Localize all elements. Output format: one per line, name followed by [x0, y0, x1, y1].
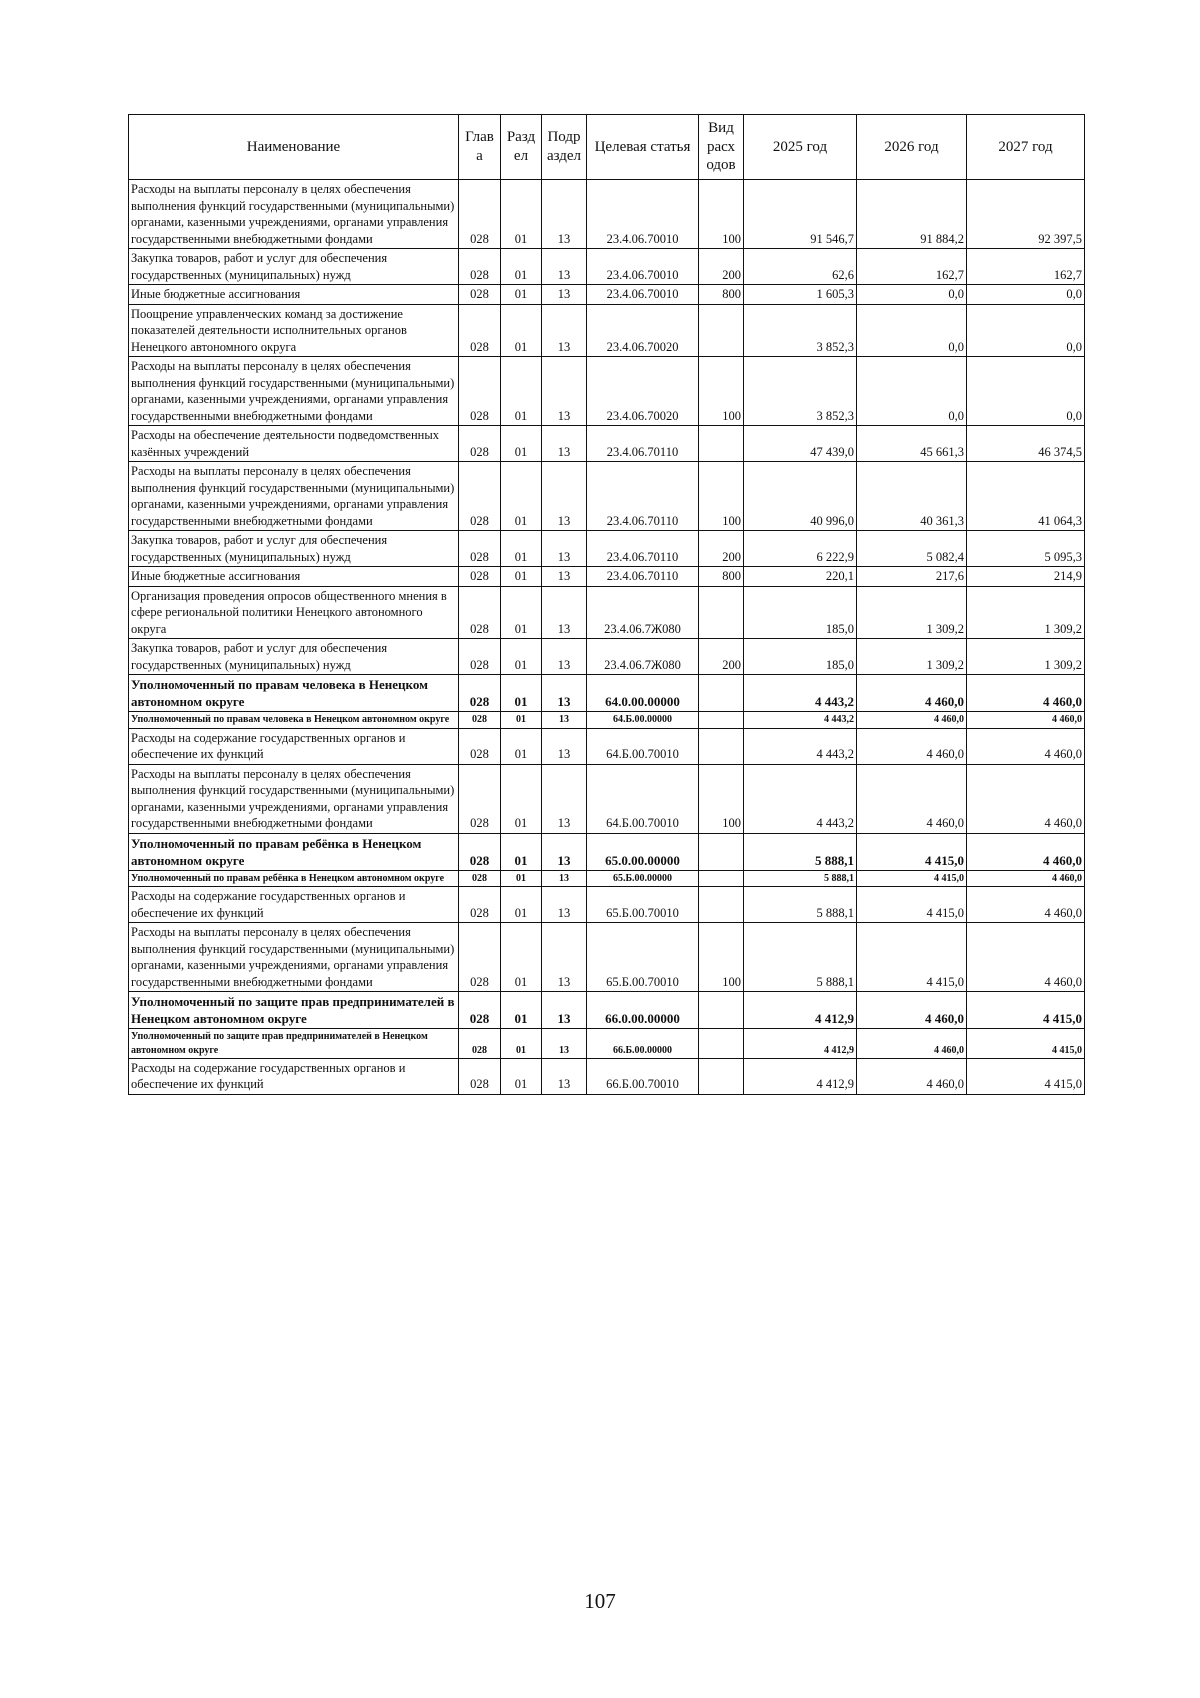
cell-statya: 23.4.06.70110	[587, 531, 699, 567]
table-row	[129, 180, 1085, 249]
cell-glava: 028	[459, 1058, 501, 1094]
cell-2026: 1 309,2	[857, 639, 967, 675]
cell-statya: 65.Б.00.70010	[587, 923, 699, 992]
cell-2026: 4 460,0	[857, 728, 967, 764]
cell-name: Уполномоченный по правам ребёнка в Ненецком автономном округе	[129, 870, 459, 886]
cell-podrazdel: 13	[542, 833, 587, 870]
cell-statya: 66.0.00.00000	[587, 992, 699, 1029]
cell-vid: 100	[699, 923, 744, 992]
cell-2026: 0,0	[857, 304, 967, 357]
cell-vid	[699, 992, 744, 1029]
cell-statya: 23.4.06.70010	[587, 285, 699, 305]
cell-2026: 1 309,2	[857, 586, 967, 639]
cell-2027: 214,9	[967, 567, 1085, 587]
cell-2025: 185,0	[744, 639, 857, 675]
cell-vid: 100	[699, 764, 744, 833]
cell-statya: 23.4.06.70020	[587, 304, 699, 357]
cell-name: Закупка товаров, работ и услуг для обеспечения государственных (муниципальных) нужд	[129, 531, 459, 567]
cell-name: Уполномоченный по защите прав предпринимателей в Ненецком автономном округе	[129, 992, 459, 1029]
cell-glava: 028	[459, 249, 501, 285]
cell-statya: 65.Б.00.70010	[587, 887, 699, 923]
cell-statya: 23.4.06.70110	[587, 426, 699, 462]
cell-glava: 028	[459, 426, 501, 462]
cell-2026: 0,0	[857, 357, 967, 426]
cell-2027: 4 460,0	[967, 712, 1085, 728]
cell-razdel: 01	[501, 870, 542, 886]
cell-2025: 4 412,9	[744, 1029, 857, 1058]
table-row	[129, 1058, 1085, 1094]
cell-podrazdel: 13	[542, 357, 587, 426]
cell-2026: 0,0	[857, 285, 967, 305]
cell-2025: 4 443,2	[744, 764, 857, 833]
cell-vid: 200	[699, 249, 744, 285]
cell-name: Закупка товаров, работ и услуг для обеспечения государственных (муниципальных) нужд	[129, 249, 459, 285]
cell-glava: 028	[459, 887, 501, 923]
table-row	[129, 923, 1085, 992]
table-body	[129, 180, 1085, 1095]
cell-name: Организация проведения опросов общественного мнения в сфере региональной политики Ненецкого автономного округа	[129, 586, 459, 639]
cell-razdel: 01	[501, 764, 542, 833]
cell-2025: 4 443,2	[744, 728, 857, 764]
cell-name: Иные бюджетные ассигнования	[129, 285, 459, 305]
cell-glava: 028	[459, 304, 501, 357]
cell-vid	[699, 1058, 744, 1094]
cell-statya: 66.Б.00.70010	[587, 1058, 699, 1094]
cell-2025: 47 439,0	[744, 426, 857, 462]
header-podrazdel: Подр аздел	[542, 115, 587, 180]
cell-2027: 92 397,5	[967, 180, 1085, 249]
cell-2026: 217,6	[857, 567, 967, 587]
table-row	[129, 887, 1085, 923]
cell-razdel: 01	[501, 639, 542, 675]
cell-statya: 23.4.06.7Ж080	[587, 586, 699, 639]
cell-2026: 5 082,4	[857, 531, 967, 567]
cell-name: Иные бюджетные ассигнования	[129, 567, 459, 587]
cell-glava: 028	[459, 923, 501, 992]
cell-glava: 028	[459, 1029, 501, 1058]
cell-podrazdel: 13	[542, 1029, 587, 1058]
cell-2025: 5 888,1	[744, 887, 857, 923]
cell-2026: 162,7	[857, 249, 967, 285]
cell-2026: 4 415,0	[857, 833, 967, 870]
cell-name: Расходы на выплаты персоналу в целях обеспечения выполнения функций государственными (муниципальными) органами, казенными учреждениями, органами управления государственными внебюджетными фондами	[129, 357, 459, 426]
cell-2027: 46 374,5	[967, 426, 1085, 462]
cell-vid: 800	[699, 285, 744, 305]
table-row	[129, 462, 1085, 531]
table-row	[129, 586, 1085, 639]
table-row	[129, 675, 1085, 712]
cell-2025: 3 852,3	[744, 304, 857, 357]
cell-2026: 4 460,0	[857, 712, 967, 728]
cell-name: Уполномоченный по правам ребёнка в Ненецком автономном округе	[129, 833, 459, 870]
cell-statya: 65.Б.00.00000	[587, 870, 699, 886]
cell-name: Уполномоченный по защите прав предпринимателей в Ненецком автономном округе	[129, 1029, 459, 1058]
cell-name: Расходы на выплаты персоналу в целях обеспечения выполнения функций государственными (муниципальными) органами, казенными учреждениями, органами управления государственными внебюджетными фондами	[129, 462, 459, 531]
cell-name: Поощрение управленческих команд за достижение показателей деятельности исполнительных органов Ненецкого автономного округа	[129, 304, 459, 357]
cell-2025: 5 888,1	[744, 870, 857, 886]
cell-vid: 100	[699, 357, 744, 426]
cell-statya: 23.4.06.70110	[587, 567, 699, 587]
table-row	[129, 249, 1085, 285]
cell-statya: 65.0.00.00000	[587, 833, 699, 870]
cell-vid: 100	[699, 462, 744, 531]
cell-statya: 64.Б.00.70010	[587, 728, 699, 764]
cell-2026: 4 460,0	[857, 764, 967, 833]
cell-vid: 200	[699, 531, 744, 567]
cell-2027: 1 309,2	[967, 639, 1085, 675]
table-row	[129, 728, 1085, 764]
cell-vid	[699, 870, 744, 886]
cell-statya: 23.4.06.70020	[587, 357, 699, 426]
cell-name: Расходы на содержание государственных органов и обеспечение их функций	[129, 1058, 459, 1094]
cell-glava: 028	[459, 639, 501, 675]
cell-vid: 200	[699, 639, 744, 675]
cell-vid	[699, 712, 744, 728]
cell-glava: 028	[459, 764, 501, 833]
cell-name: Расходы на содержание государственных органов и обеспечение их функций	[129, 728, 459, 764]
cell-razdel: 01	[501, 887, 542, 923]
cell-name: Расходы на выплаты персоналу в целях обеспечения выполнения функций государственными (муниципальными) органами, казенными учреждениями, органами управления государственными внебюджетными фондами	[129, 180, 459, 249]
cell-podrazdel: 13	[542, 531, 587, 567]
cell-name: Расходы на обеспечение деятельности подведомственных казённых учреждений	[129, 426, 459, 462]
cell-glava: 028	[459, 357, 501, 426]
cell-2026: 4 415,0	[857, 923, 967, 992]
cell-razdel: 01	[501, 992, 542, 1029]
cell-2025: 40 996,0	[744, 462, 857, 531]
cell-2027: 0,0	[967, 357, 1085, 426]
cell-vid: 100	[699, 180, 744, 249]
cell-statya: 64.Б.00.00000	[587, 712, 699, 728]
cell-2025: 5 888,1	[744, 833, 857, 870]
cell-vid	[699, 728, 744, 764]
cell-2025: 185,0	[744, 586, 857, 639]
cell-razdel: 01	[501, 304, 542, 357]
cell-2025: 1 605,3	[744, 285, 857, 305]
cell-2025: 3 852,3	[744, 357, 857, 426]
cell-podrazdel: 13	[542, 764, 587, 833]
cell-podrazdel: 13	[542, 180, 587, 249]
table-row	[129, 426, 1085, 462]
header-razdel: Разд ел	[501, 115, 542, 180]
table-row	[129, 764, 1085, 833]
cell-2025: 4 412,9	[744, 992, 857, 1029]
cell-2025: 91 546,7	[744, 180, 857, 249]
cell-podrazdel: 13	[542, 870, 587, 886]
cell-vid	[699, 675, 744, 712]
cell-name: Расходы на выплаты персоналу в целях обеспечения выполнения функций государственными (муниципальными) органами, казенными учреждениями, органами управления государственными внебюджетными фондами	[129, 764, 459, 833]
header-name: Наименование	[129, 115, 459, 180]
cell-razdel: 01	[501, 586, 542, 639]
cell-glava: 028	[459, 992, 501, 1029]
cell-2027: 4 415,0	[967, 1029, 1085, 1058]
cell-vid: 800	[699, 567, 744, 587]
cell-2025: 4 412,9	[744, 1058, 857, 1094]
header-row	[129, 115, 1085, 180]
table-row	[129, 833, 1085, 870]
cell-vid	[699, 586, 744, 639]
cell-glava: 028	[459, 712, 501, 728]
cell-2026: 4 460,0	[857, 1058, 967, 1094]
cell-2027: 4 460,0	[967, 675, 1085, 712]
cell-podrazdel: 13	[542, 249, 587, 285]
cell-2025: 4 443,2	[744, 675, 857, 712]
cell-razdel: 01	[501, 712, 542, 728]
cell-2027: 4 460,0	[967, 728, 1085, 764]
cell-glava: 028	[459, 285, 501, 305]
budget-table	[128, 114, 1085, 1095]
cell-razdel: 01	[501, 531, 542, 567]
cell-2025: 6 222,9	[744, 531, 857, 567]
cell-2025: 62,6	[744, 249, 857, 285]
cell-statya: 64.0.00.00000	[587, 675, 699, 712]
table-header	[129, 115, 1085, 180]
table-row	[129, 531, 1085, 567]
header-statya: Целевая статья	[587, 115, 699, 180]
cell-2027: 5 095,3	[967, 531, 1085, 567]
cell-razdel: 01	[501, 249, 542, 285]
table-row	[129, 357, 1085, 426]
cell-vid	[699, 426, 744, 462]
table-row	[129, 712, 1085, 728]
cell-statya: 23.4.06.70010	[587, 180, 699, 249]
cell-glava: 028	[459, 462, 501, 531]
cell-vid	[699, 833, 744, 870]
cell-2026: 4 415,0	[857, 870, 967, 886]
header-vid: Вид расх одов	[699, 115, 744, 180]
cell-vid	[699, 304, 744, 357]
cell-podrazdel: 13	[542, 462, 587, 531]
cell-2027: 4 460,0	[967, 764, 1085, 833]
cell-razdel: 01	[501, 180, 542, 249]
cell-2026: 45 661,3	[857, 426, 967, 462]
cell-2026: 4 460,0	[857, 675, 967, 712]
cell-name: Уполномоченный по правам человека в Ненецком автономном округе	[129, 712, 459, 728]
cell-statya: 23.4.06.7Ж080	[587, 639, 699, 675]
cell-razdel: 01	[501, 675, 542, 712]
cell-glava: 028	[459, 586, 501, 639]
cell-2026: 4 460,0	[857, 992, 967, 1029]
cell-podrazdel: 13	[542, 639, 587, 675]
cell-razdel: 01	[501, 1058, 542, 1094]
cell-2027: 4 460,0	[967, 870, 1085, 886]
cell-podrazdel: 13	[542, 675, 587, 712]
cell-2026: 40 361,3	[857, 462, 967, 531]
table-row	[129, 567, 1085, 587]
cell-razdel: 01	[501, 462, 542, 531]
cell-name: Закупка товаров, работ и услуг для обеспечения государственных (муниципальных) нужд	[129, 639, 459, 675]
cell-2026: 4 460,0	[857, 1029, 967, 1058]
cell-2026: 4 415,0	[857, 887, 967, 923]
cell-vid	[699, 1029, 744, 1058]
table-row	[129, 992, 1085, 1029]
header-2025: 2025 год	[744, 115, 857, 180]
cell-razdel: 01	[501, 833, 542, 870]
cell-vid	[699, 887, 744, 923]
cell-podrazdel: 13	[542, 285, 587, 305]
cell-podrazdel: 13	[542, 728, 587, 764]
cell-glava: 028	[459, 833, 501, 870]
table-row	[129, 285, 1085, 305]
cell-2027: 4 415,0	[967, 1058, 1085, 1094]
table-row	[129, 639, 1085, 675]
cell-2026: 91 884,2	[857, 180, 967, 249]
cell-razdel: 01	[501, 728, 542, 764]
cell-2027: 1 309,2	[967, 586, 1085, 639]
cell-2027: 0,0	[967, 285, 1085, 305]
page-number: 107	[584, 1589, 616, 1613]
cell-2027: 4 460,0	[967, 833, 1085, 870]
cell-2025: 220,1	[744, 567, 857, 587]
cell-2025: 5 888,1	[744, 923, 857, 992]
cell-podrazdel: 13	[542, 887, 587, 923]
cell-podrazdel: 13	[542, 586, 587, 639]
cell-glava: 028	[459, 531, 501, 567]
cell-2027: 0,0	[967, 304, 1085, 357]
cell-razdel: 01	[501, 567, 542, 587]
cell-2027: 4 460,0	[967, 887, 1085, 923]
cell-2027: 4 460,0	[967, 923, 1085, 992]
cell-podrazdel: 13	[542, 304, 587, 357]
header-2027: 2027 год	[967, 115, 1085, 180]
cell-razdel: 01	[501, 923, 542, 992]
cell-name: Уполномоченный по правам человека в Ненецком автономном округе	[129, 675, 459, 712]
cell-podrazdel: 13	[542, 1058, 587, 1094]
cell-2027: 162,7	[967, 249, 1085, 285]
cell-podrazdel: 13	[542, 712, 587, 728]
cell-glava: 028	[459, 567, 501, 587]
cell-2027: 4 415,0	[967, 992, 1085, 1029]
cell-2027: 41 064,3	[967, 462, 1085, 531]
cell-name: Расходы на выплаты персоналу в целях обеспечения выполнения функций государственными (муниципальными) органами, казенными учреждениями, органами управления государственными внебюджетными фондами	[129, 923, 459, 992]
table-row	[129, 1029, 1085, 1058]
cell-razdel: 01	[501, 426, 542, 462]
cell-statya: 66.Б.00.00000	[587, 1029, 699, 1058]
cell-podrazdel: 13	[542, 923, 587, 992]
cell-glava: 028	[459, 180, 501, 249]
cell-statya: 64.Б.00.70010	[587, 764, 699, 833]
cell-2025: 4 443,2	[744, 712, 857, 728]
cell-razdel: 01	[501, 1029, 542, 1058]
cell-name: Расходы на содержание государственных органов и обеспечение их функций	[129, 887, 459, 923]
cell-glava: 028	[459, 870, 501, 886]
cell-glava: 028	[459, 728, 501, 764]
cell-statya: 23.4.06.70110	[587, 462, 699, 531]
cell-podrazdel: 13	[542, 426, 587, 462]
header-2026: 2026 год	[857, 115, 967, 180]
cell-statya: 23.4.06.70010	[587, 249, 699, 285]
cell-razdel: 01	[501, 285, 542, 305]
cell-podrazdel: 13	[542, 992, 587, 1029]
header-glava: Глав а	[459, 115, 501, 180]
cell-glava: 028	[459, 675, 501, 712]
cell-podrazdel: 13	[542, 567, 587, 587]
cell-razdel: 01	[501, 357, 542, 426]
table-row	[129, 870, 1085, 886]
table-row	[129, 304, 1085, 357]
